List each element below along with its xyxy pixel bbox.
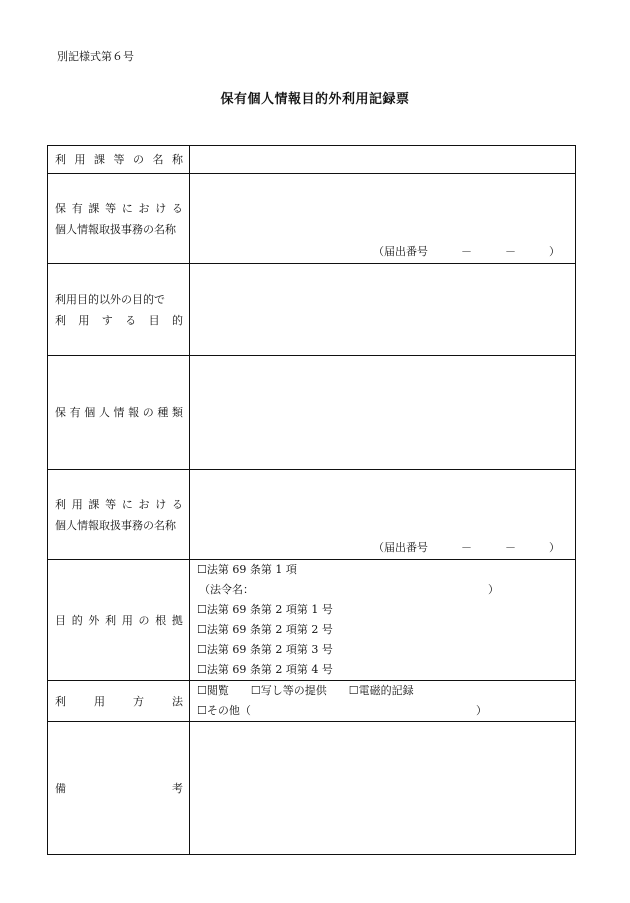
label-user-dept (48, 470, 190, 560)
label-line: 利用目的以外の目的で (55, 292, 165, 306)
label-char: 種 (157, 406, 169, 419)
basis-option-art69-2-1[interactable]: ☐法第 69 条第 2 項第 1 号 (197, 603, 333, 616)
label-line: 個人情報取扱事務の名称 (55, 518, 176, 532)
row-user-dept-name (48, 146, 576, 174)
label-char: け (155, 201, 167, 215)
label-remarks (48, 722, 190, 855)
label-char: 用 (94, 694, 105, 708)
field-purpose[interactable] (190, 264, 576, 356)
label-char: 類 (172, 406, 183, 419)
row-remarks (48, 722, 576, 855)
method-other-checkbox[interactable]: ☐その他（ (197, 704, 251, 717)
label-char: 個 (84, 406, 96, 419)
field-basis (190, 560, 576, 681)
label-char: す (101, 313, 113, 327)
label-line: 個人情報取扱事務の名称 (55, 222, 176, 236)
method-view-checkbox[interactable]: ☐閲覧 (197, 684, 229, 697)
label-char: け (155, 497, 167, 511)
label-char: 目 (148, 313, 160, 327)
label-char: 利 (55, 153, 66, 166)
label-char: 用 (121, 613, 133, 627)
label-char: 考 (172, 781, 183, 795)
basis-option-art69-2-4[interactable]: ☐法第 69 条第 2 項第 4 号 (197, 663, 333, 676)
field-method (190, 681, 576, 722)
label-char: 的 (171, 313, 183, 327)
page-title: 保有個人情報目的外利用記録票 (220, 92, 410, 107)
label-info-type (48, 356, 190, 470)
basis-option-art69-2-3[interactable]: ☐法第 69 条第 2 項第 3 号 (197, 643, 333, 656)
label-char: 的 (71, 613, 83, 627)
row-purpose (48, 264, 576, 356)
label-char: 用 (78, 313, 90, 327)
label-char: 利 (55, 497, 66, 511)
label-char: 用 (74, 153, 86, 166)
row-holding-dept (48, 174, 576, 264)
row-user-dept (48, 470, 576, 560)
label-char: 外 (88, 613, 100, 627)
label-char: る (171, 497, 183, 511)
method-other-close: ） (476, 704, 487, 717)
label-method (48, 681, 190, 722)
label-char: お (138, 201, 150, 215)
label-char: の (133, 153, 144, 166)
row-method (48, 681, 576, 722)
label-char: 有 (71, 201, 83, 215)
method-electronic-checkbox[interactable]: ☐電磁的記録 (348, 684, 414, 697)
label-char: に (121, 497, 133, 511)
label-basis (48, 560, 190, 681)
law-name-label: （法令名： (199, 583, 254, 596)
label-char: 等 (113, 153, 125, 166)
law-name-close: ） (488, 583, 499, 596)
label-char: 報 (128, 406, 140, 419)
label-char: 利 (55, 313, 66, 327)
field-user-dept-name[interactable] (190, 146, 576, 174)
notification-number: （届出番号 － － ） (373, 245, 560, 258)
label-user-dept-name (48, 146, 190, 174)
label-holding-dept (48, 174, 190, 264)
label-char: 法 (172, 694, 183, 708)
label-char: 等 (105, 497, 117, 511)
label-char: の (142, 406, 154, 419)
label-char: 人 (98, 406, 110, 419)
label-char: 備 (55, 781, 66, 795)
field-user-dept[interactable] (190, 470, 576, 560)
label-purpose (48, 264, 190, 356)
field-remarks[interactable] (190, 722, 576, 855)
label-char: 用 (71, 497, 83, 511)
label-char: る (171, 201, 183, 215)
law-name-line (190, 580, 499, 600)
field-holding-dept[interactable] (190, 174, 576, 264)
label-char: 保 (55, 406, 66, 419)
label-char: 情 (113, 406, 125, 419)
row-basis (48, 560, 576, 681)
label-char: お (138, 497, 150, 511)
label-char: 課 (94, 153, 105, 166)
label-char: る (125, 313, 137, 327)
label-char: 目 (55, 613, 66, 627)
basis-option-art69-2-2[interactable]: ☐法第 69 条第 2 項第 2 号 (197, 623, 333, 636)
label-char: 名 (152, 153, 164, 166)
label-char: 課 (88, 201, 100, 215)
basis-option-art69-1[interactable]: ☐法第 69 条第 1 項 (197, 563, 297, 576)
label-char: の (138, 613, 150, 627)
method-copy-checkbox[interactable]: ☐写し等の提供 (250, 684, 327, 697)
label-char: 利 (55, 694, 66, 708)
label-char: 等 (105, 201, 117, 215)
form-number: 別記様式第６号 (57, 50, 134, 63)
row-info-type (48, 356, 576, 470)
label-char: 利 (105, 613, 117, 627)
field-info-type[interactable] (190, 356, 576, 470)
label-char: 有 (69, 406, 81, 419)
label-char: 拠 (171, 613, 183, 627)
label-char: に (121, 201, 133, 215)
label-char: 課 (88, 497, 100, 511)
label-char: 根 (155, 613, 167, 627)
record-form-table (47, 145, 576, 855)
label-char: 称 (172, 153, 183, 166)
label-char: 方 (133, 694, 144, 708)
notification-number: （届出番号 － － ） (373, 541, 560, 554)
label-char: 保 (55, 201, 66, 215)
